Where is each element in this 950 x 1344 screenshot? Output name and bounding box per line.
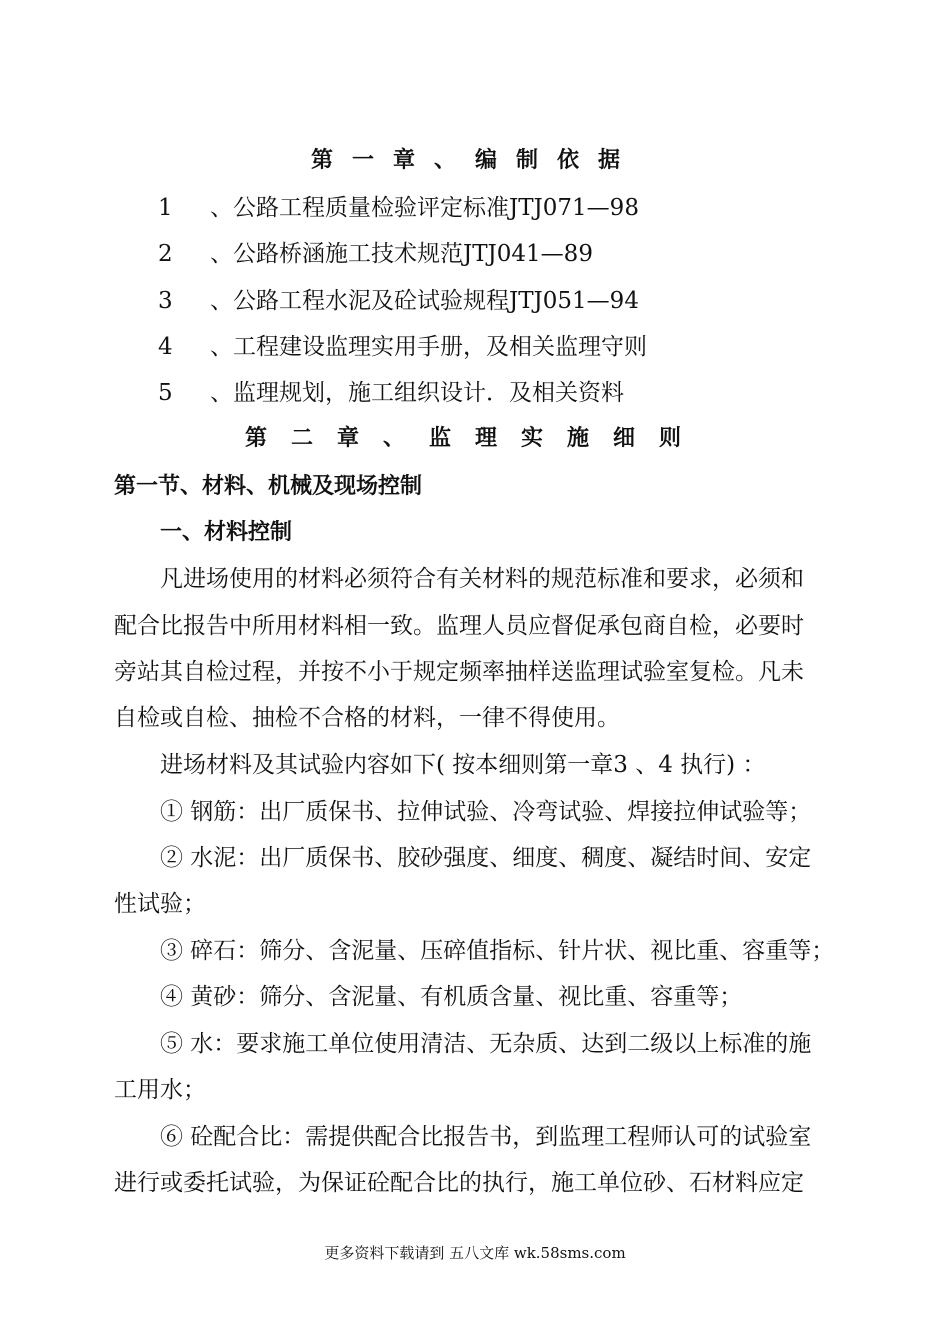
paragraph-line: 凡进场使用的材料必须符合有关材料的规范标准和要求，必须和 [160,566,804,592]
materials-intro: 进场材料及其试验内容如下( 按本细则第一章3 、4 执行) ： [160,752,766,778]
page-footer: 更多资料下载请到 五八文库 wk.58sms.com [324,1244,626,1262]
material-item-sand: ④ 黄砂：筛分、含泥量、有机质含量、视比重、容重等； [160,984,743,1010]
section1-title: 第一节、材料、机械及现场控制 [114,474,423,499]
material-item-cement-cont: 性试验； [114,891,206,917]
reference-item-number: 2 [158,241,173,267]
material-item-water-cont: 工用水； [114,1077,206,1103]
subsection1-title: 一、材料控制 [160,520,293,545]
material-item-concrete-mix-cont: 进行或委托试验，为保证砼配合比的执行，施工单位砂、石材料应定 [114,1170,804,1196]
reference-item-4 [158,332,647,362]
paragraph-line: 自检或自检、抽检不合格的材料，一律不得使用。 [114,705,620,731]
material-item-gravel: ③ 碎石：筛分、含泥量、压碎值指标、针片状、视比重、容重等； [160,938,835,964]
reference-item-text: 、公路工程水泥及砼试验规程JTJ051—94 [210,288,639,314]
chapter1-title: 第一章、编制依据 [310,148,639,173]
reference-item-number: 1 [158,195,173,221]
reference-item-1 [158,193,639,223]
material-item-concrete-mix: ⑥ 砼配合比：需提供配合比报告书，到监理工程师认可的试验室 [160,1124,812,1150]
reference-item-text: 、公路工程质量检验评定标准JTJ071—98 [210,195,639,221]
chapter2-title: 第二章、监理实施细则 [244,426,705,451]
paragraph-line: 旁站其自检过程，并按不小于规定频率抽样送监理试验室复检。凡未 [114,659,804,685]
reference-item-text: 、工程建设监理实用手册，及相关监理守则 [210,334,647,360]
reference-item-3 [158,286,639,316]
reference-item-number: 5 [158,380,173,406]
reference-item-text: 、监理规划，施工组织设计．及相关资料 [210,380,624,406]
paragraph-line: 配合比报告中所用材料相一致。监理人员应督促承包商自检，必要时 [114,613,804,639]
reference-item-number: 3 [158,288,173,314]
material-item-cement: ② 水泥：出厂质保书、胶砂强度、细度、稠度、凝结时间、安定 [160,845,812,871]
reference-item-5 [158,378,624,408]
reference-item-number: 4 [158,334,173,360]
reference-item-text: 、公路桥涵施工技术规范JTJ041—89 [210,241,593,267]
material-item-water: ⑤ 水：要求施工单位使用清洁、无杂质、达到二级以上标准的施 [160,1031,812,1057]
material-item-rebar: ① 钢筋：出厂质保书、拉伸试验、冷弯试验、焊接拉伸试验等； [160,799,812,825]
reference-item-2 [158,239,593,269]
